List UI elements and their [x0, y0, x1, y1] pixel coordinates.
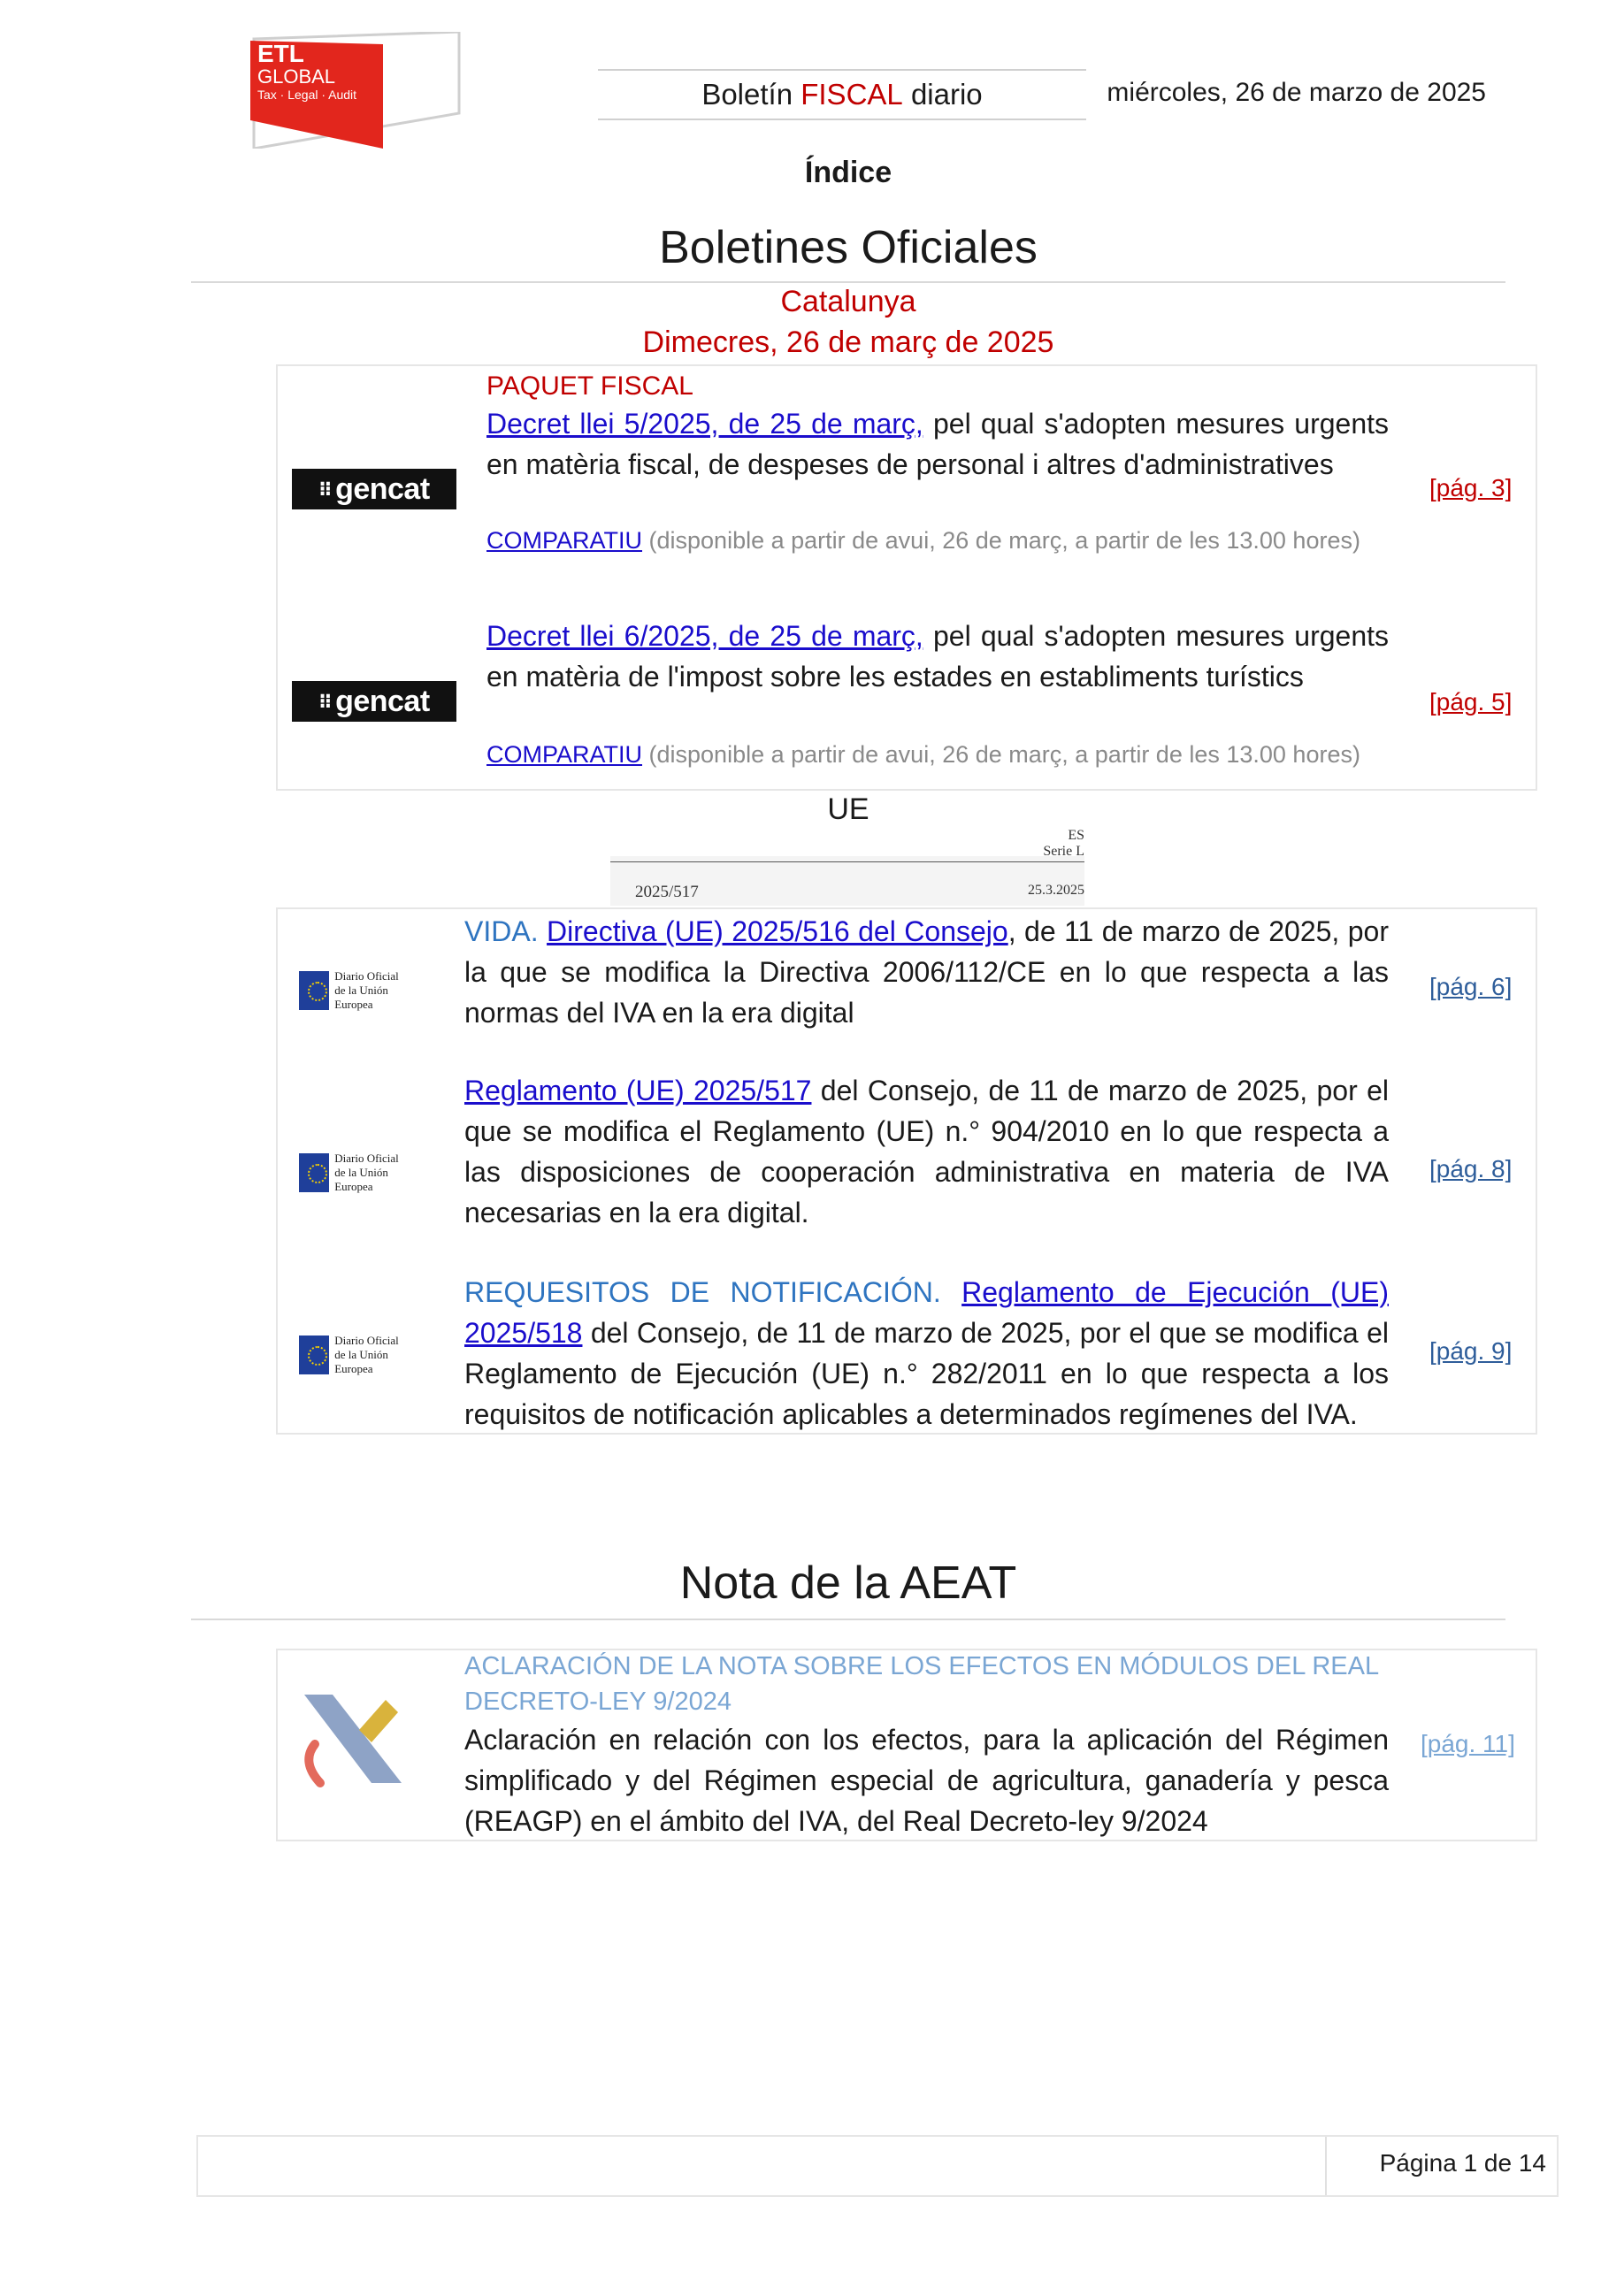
title-accent: FISCAL [801, 78, 903, 111]
comparatiu-line-1: COMPARATIU (disponible a partir de avui, 26 de març, a partir de les 13.00 hores) [486, 527, 1360, 554]
page-number: Página 1 de 14 [1379, 2149, 1546, 2177]
link-comparatiu-1[interactable]: COMPARATIU [486, 527, 643, 554]
eu-journal-logo: Diario Oficial de la Unión Europea [299, 1150, 416, 1196]
region-title: Catalunya [780, 285, 916, 318]
doue-header-image: ES Serie L 2025/517 25.3.2025 [610, 828, 1084, 907]
title-prefix: Boletín [701, 78, 793, 111]
entry-decret-6-2025: Decret llei 6/2025, de 25 de març, pel qual s'adopten mesures urgents en matèria de l'impost sobre les estades en establiments turístics [486, 620, 1390, 693]
section-title-boletines: Boletines Oficiales [659, 222, 1038, 273]
gencat-dots-icon: ⁝⁝ [318, 690, 331, 712]
divider [191, 281, 1505, 283]
gencat-logo: ⁝⁝ gencat [292, 469, 456, 509]
gencat-logo: ⁝⁝ gencat [292, 681, 456, 722]
comparatiu-line-2: COMPARATIU (disponible a partir de avui, 26 de març, a partir de les 13.00 hores) [486, 741, 1360, 768]
index-title: Índice [804, 156, 892, 189]
entry-reglamento-ejecucion-2025-518: REQUESITOS DE NOTIFICACIÓN. Reglamento de Ejecución (UE) 2025/518 del Consejo, de 11 de marzo de 2025, por el que se modifica el Reglamento de Ejecución (UE) n.° 282/2011 en lo que respecta a los requisitos de notificación aplicables a determinados regímenes del IVA. [464, 1276, 1389, 1430]
tag-paquet-fiscal: PAQUET FISCAL [486, 371, 693, 401]
etl-global-logo [250, 32, 463, 149]
page-ref-5[interactable]: [pág. 5] [1429, 688, 1513, 716]
page-ref-11[interactable]: [pág. 11] [1421, 1730, 1515, 1757]
eu-flag-icon [299, 971, 329, 1010]
title-suffix: diario [910, 78, 983, 111]
aeat-entry-text: Aclaración en relación con los efectos, para la aplicación del Régimen simplificado y del Régimen especial de agricultura, ganadería y pesca (REAGP) en el ámbito del IVA, del Real Decreto-ley 9/2024 [464, 1724, 1389, 1837]
svg-text:ETL: ETL [257, 40, 304, 67]
link-directiva-2025-516[interactable]: Directiva (UE) 2025/516 del Consejo [547, 915, 1008, 947]
header-date: miércoles, 26 de marzo de 2025 [1107, 78, 1486, 107]
bulletin-title [598, 69, 1086, 120]
svg-text:GLOBAL: GLOBAL [257, 65, 336, 88]
ue-title: UE [827, 792, 869, 826]
eu-flag-icon [299, 1336, 329, 1374]
entry-decret-5-2025: Decret llei 5/2025, de 25 de març, pel qual s'adopten mesures urgents en matèria fiscal, de despeses de personal i altres d'administratives [486, 408, 1390, 480]
page-ref-6[interactable]: [pág. 6] [1429, 973, 1513, 1000]
eu-flag-icon [299, 1153, 329, 1192]
section-title-aeat: Nota de la AEAT [679, 1557, 1017, 1609]
page-ref-8[interactable]: [pág. 8] [1429, 1155, 1513, 1182]
aeat-heading: ACLARACIÓN DE LA NOTA SOBRE LOS EFECTOS EN MÓDULOS DEL REAL DECRETO-LEY 9/2024 [464, 1652, 1378, 1716]
eu-journal-logo: Diario Oficial de la Unión Europea [299, 1332, 416, 1378]
entry-reglamento-2025-517: Reglamento (UE) 2025/517 del Consejo, de 11 de marzo de 2025, por el que se modifica el Reglamento (UE) n.° 904/2010 en lo que respecta a las disposiciones de cooperación administrativa en materia de IVA necesarias en la era digital. [464, 1075, 1390, 1228]
link-decret-5-2025[interactable]: Decret llei 5/2025, de 25 de març, [486, 408, 923, 440]
region-date: Dimecres, 26 de març de 2025 [642, 325, 1054, 359]
entry-directiva-2025-516: VIDA. Directiva (UE) 2025/516 del Consejo, de 11 de marzo de 2025, por la que se modifica la Directiva 2006/112/CE en lo que respecta a las normas del IVA en la era digital [464, 915, 1390, 1029]
svg-text:Tax · Legal · Audit: Tax · Legal · Audit [257, 88, 357, 102]
page-ref-3[interactable]: [pág. 3] [1429, 474, 1513, 501]
link-decret-6-2025[interactable]: Decret llei 6/2025, de 25 de març, [486, 620, 923, 652]
divider [191, 1619, 1505, 1620]
eu-journal-logo: Diario Oficial de la Unión Europea [299, 968, 416, 1014]
gencat-dots-icon: ⁝⁝ [318, 478, 331, 500]
link-reglamento-2025-517[interactable]: Reglamento (UE) 2025/517 [464, 1075, 812, 1106]
aeat-logo [294, 1691, 409, 1793]
link-reglamento-ejecucion-2025-518[interactable]: Reglamento de Ejecución (UE) 2025/518 [464, 1276, 1389, 1349]
link-comparatiu-2[interactable]: COMPARATIU [486, 741, 643, 768]
page-ref-9[interactable]: [pág. 9] [1429, 1337, 1513, 1365]
